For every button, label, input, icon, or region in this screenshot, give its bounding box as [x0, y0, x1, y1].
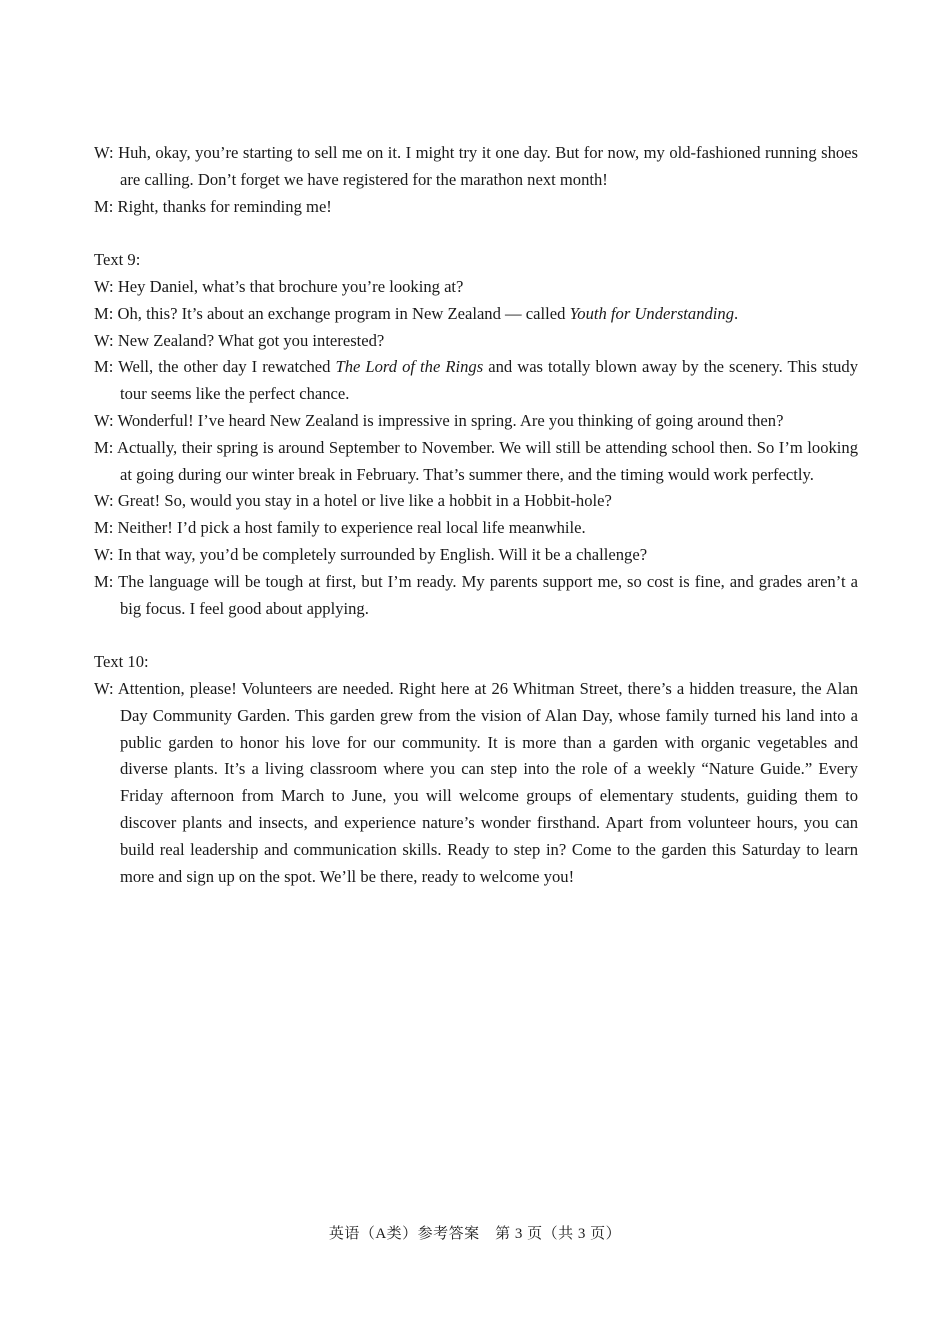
speaker-label: W:	[94, 410, 114, 430]
speaker-label: W:	[94, 491, 114, 511]
section-label-text10: Text 10:	[94, 652, 149, 672]
page-footer: 英语（A类）参考答案 第 3 页（共 3 页）	[328, 1226, 622, 1242]
monologue-paragraph	[94, 676, 858, 890]
dialogue-line	[94, 542, 858, 569]
speaker-label: W:	[94, 330, 114, 350]
dialogue-text: Well, the other day I rewatched	[118, 357, 336, 377]
dialogue-line	[94, 194, 858, 221]
speaker-label: W:	[94, 143, 114, 162]
movie-title: The Lord of the Rings	[335, 357, 484, 377]
dialogue-text: The language will be tough at first, but I’m ready. My parents support me, so cost is fine, and grades aren’t a big focus. I feel good about applying.	[118, 571, 858, 618]
speaker-label: W:	[94, 678, 114, 698]
dialogue-text: In that way, you’d be completely surrounded by English. Will it be a challenge?	[117, 544, 648, 564]
dialogue-line	[94, 488, 858, 515]
speaker-label: M:	[94, 518, 114, 538]
dialogue-text: Right, thanks for reminding me!	[117, 196, 332, 216]
dialogue-line	[94, 274, 858, 301]
section-gap	[94, 622, 858, 649]
section-label-text9: Text 9:	[94, 250, 141, 270]
dialogue-line	[94, 328, 858, 355]
dialogue-text: Hey Daniel, what’s that brochure you’re looking at?	[117, 276, 464, 296]
speaker-label: M:	[94, 357, 114, 377]
dialogue-text: Neither! I’d pick a host family to experience real local life meanwhile.	[117, 518, 586, 538]
dialogue-line	[94, 569, 858, 623]
speaker-label: W:	[94, 544, 114, 564]
speaker-label: M:	[94, 303, 114, 323]
dialogue-text: Great! So, would you stay in a hotel or live like a hobbit in a Hobbit-hole?	[117, 491, 612, 511]
dialogue-line	[94, 354, 858, 408]
dialogue-line	[94, 435, 858, 489]
dialogue-text: Huh, okay, you’re starting to sell me on it. I might try it one day. But for now, my old-fashioned running shoes are calling. Don’t forget we have registered for the marathon next month!	[118, 143, 858, 189]
document-body	[94, 140, 858, 890]
speaker-label: M:	[94, 571, 114, 591]
dialogue-line	[94, 301, 858, 328]
dialogue-text: .	[734, 303, 739, 323]
dialogue-text: and was totally blown away by the scenery. This study tour seems like the perfect chance.	[120, 357, 858, 404]
speaker-label: W:	[94, 276, 114, 296]
dialogue-line	[94, 140, 858, 194]
dialogue-line	[94, 408, 858, 435]
monologue-text: Attention, please! Volunteers are needed. Right here at 26 Whitman Street, there’s a hidden treasure, the Alan Day Community Garden. This garden grew from the vision of Alan Day, whose family turned his land into a public garden to honor his love for our community. It is more than a garden with organic vegetables and diverse plants. It’s a living classroom where you can step into the role of a weekly “Nature Guide.” Every Friday afternoon from March to June, you will welcome groups of elementary students, guiding them to discover plants and insects, and experience nature’s wonder firsthand. Apart from volunteer hours, you can build real leadership and communication skills. Ready to step in? Come to the garden this Saturday to learn more and sign up on the spot. We’ll be there, ready to welcome you!	[117, 678, 858, 886]
speaker-label: M:	[94, 196, 114, 216]
dialogue-text: New Zealand? What got you interested?	[117, 330, 385, 350]
program-title: Youth for Understanding	[569, 303, 734, 323]
dialogue-line	[94, 515, 858, 542]
dialogue-text: Oh, this? It’s about an exchange program in New Zealand — called	[117, 303, 570, 323]
speaker-label: M:	[94, 437, 114, 457]
dialogue-text: Actually, their spring is around September to November. We will still be attending school then. So I’m looking at going during our winter break in February. That’s summer there, and the timing would work perfectly.	[116, 437, 858, 484]
dialogue-text: Wonderful! I’ve heard New Zealand is impressive in spring. Are you thinking of going around then?	[117, 410, 784, 430]
section-gap	[94, 220, 858, 247]
